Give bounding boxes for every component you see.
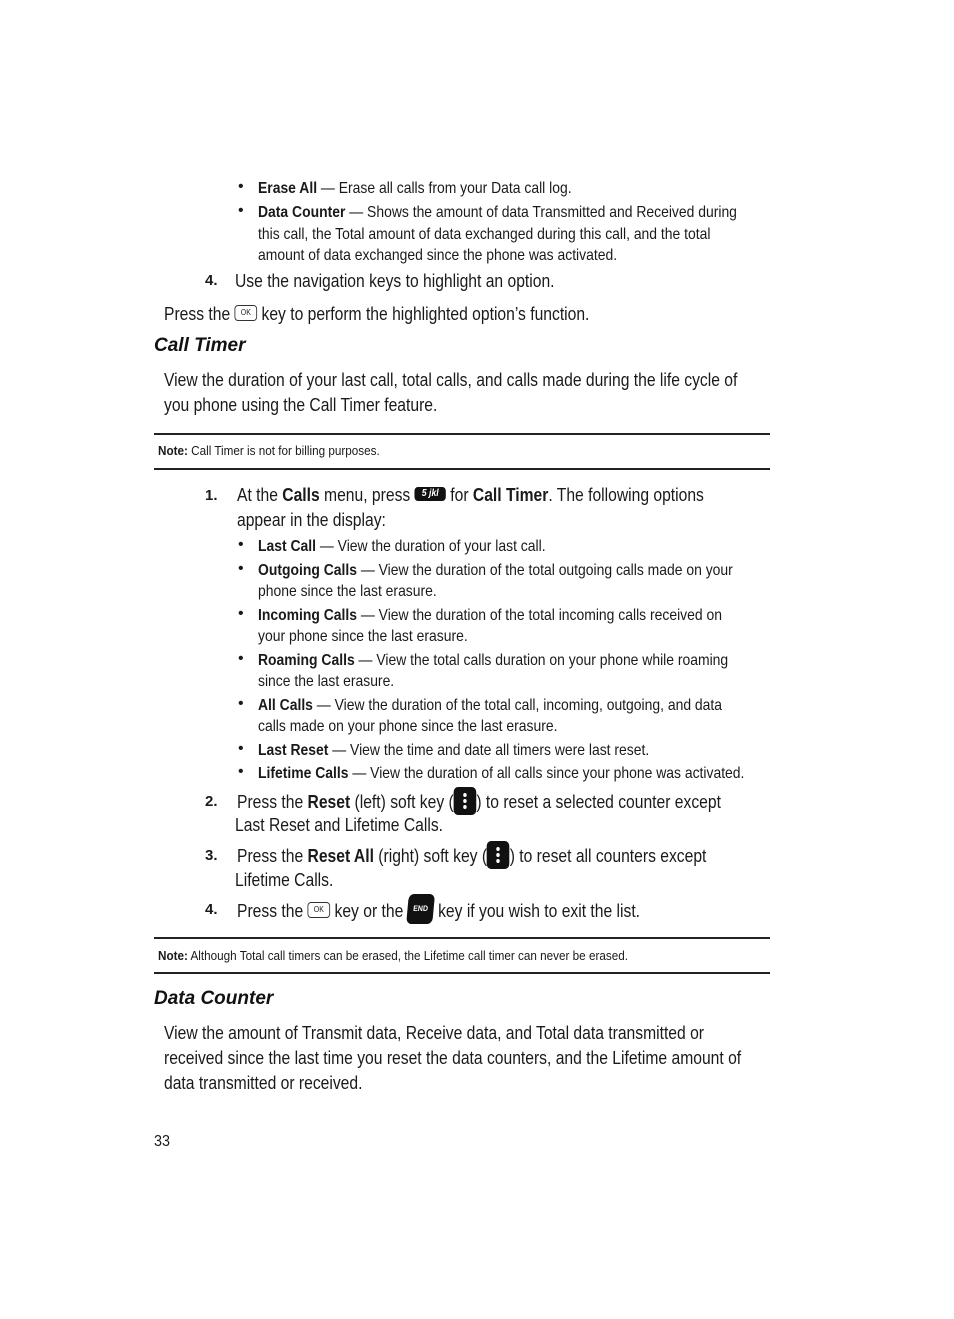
step-number: 2. [205,793,218,810]
press-ok-line: Press the OK key to perform the highlighted option’s function. [164,304,590,324]
bullet-dot: • [238,560,244,577]
list-item: All Calls — View the duration of the total call, incoming, outgoing, and data [258,697,723,714]
step-text: Press the Reset (left) soft key ( ) to reset a selected counter except [237,789,793,817]
bullet-dot: • [238,695,244,712]
list-item-continued: calls made on your phone since the last erasure. [258,718,558,735]
step-text: Press the Reset All (right) soft key ( ) to reset all counters except [237,843,777,871]
step-number: 3. [205,847,218,864]
note-top-rule [154,937,770,939]
step-text-continued: Lifetime Calls. [235,870,334,890]
step-text-continued: Last Reset and Lifetime Calls. [235,815,444,835]
bullet-dot: • [238,740,244,757]
list-item: Lifetime Calls — View the duration of all calls since your phone was activated. [258,765,745,782]
step-text-continued: appear in the display: [237,510,386,530]
intro-paragraph: View the duration of your last call, total calls, and calls made during the life cycle of you phone using the Call Timer feature. [164,370,738,415]
list-item-continued: phone since the last erasure. [258,583,437,600]
bullet-dot: • [238,202,244,219]
step-text: At the Calls menu, press 5 jkl for Call Timer. The following options [237,485,704,505]
step-number: 4. [205,272,218,289]
bullet-dot: • [238,605,244,622]
list-item-continued: since the last erasure. [258,673,395,690]
bullet-dot: • [238,650,244,667]
data-counter-paragraph: View the amount of Transmit data, Receive data, and Total data transmitted or received since the last time you reset the data counters, and the Lifetime amount of data transmitted or received. [164,1023,742,1093]
note-bottom-rule [154,468,770,470]
list-item: Outgoing Calls — View the duration of the total outgoing calls made on your [258,562,733,579]
list-item: Roaming Calls — View the total calls duration on your phone while roaming [258,652,729,669]
end-key-icon: END [406,894,435,924]
step-number: 1. [205,487,218,504]
list-item: Data Counter — Shows the amount of data Transmitted and Received during [258,204,737,221]
note-box: Note: Although Total call timers can be erased, the Lifetime call timer can never be erased. [158,948,628,963]
note-box: Note: Call Timer is not for billing purposes. [158,443,380,458]
left-soft-key-icon [454,787,477,815]
ok-key-icon: OK [308,902,331,918]
section-heading-data-counter: Data Counter [154,988,274,1009]
section-heading-call-timer: Call Timer [154,335,246,356]
list-item-continued: this call, the Total amount of data exchanged during this call, and the total [258,226,711,243]
list-item: Incoming Calls — View the duration of the total incoming calls received on [258,607,722,624]
list-item: Last Reset — View the time and date all timers were last reset. [258,742,650,759]
list-item-continued: your phone since the last erasure. [258,628,468,645]
five-key-icon: 5 jkl [415,487,446,501]
step-text: Press the OK key or the END key if you wish to exit the list. [237,897,700,927]
note-bottom-rule [154,972,770,974]
list-item-continued: amount of data exchanged since the phone was activated. [258,247,618,264]
page-number: 33 [154,1133,171,1150]
step-text: Use the navigation keys to highlight an option. [235,271,555,291]
list-item: Erase All — Erase all calls from your Data call log. [258,180,572,197]
bullet-dot: • [238,763,244,780]
note-top-rule [154,433,770,435]
step-number: 4. [205,901,218,918]
ok-key-icon: OK [235,305,258,321]
right-soft-key-icon [487,841,510,869]
list-item: Last Call — View the duration of your last call. [258,538,546,555]
bullet-dot: • [238,536,244,553]
bullet-dot: • [238,178,244,195]
